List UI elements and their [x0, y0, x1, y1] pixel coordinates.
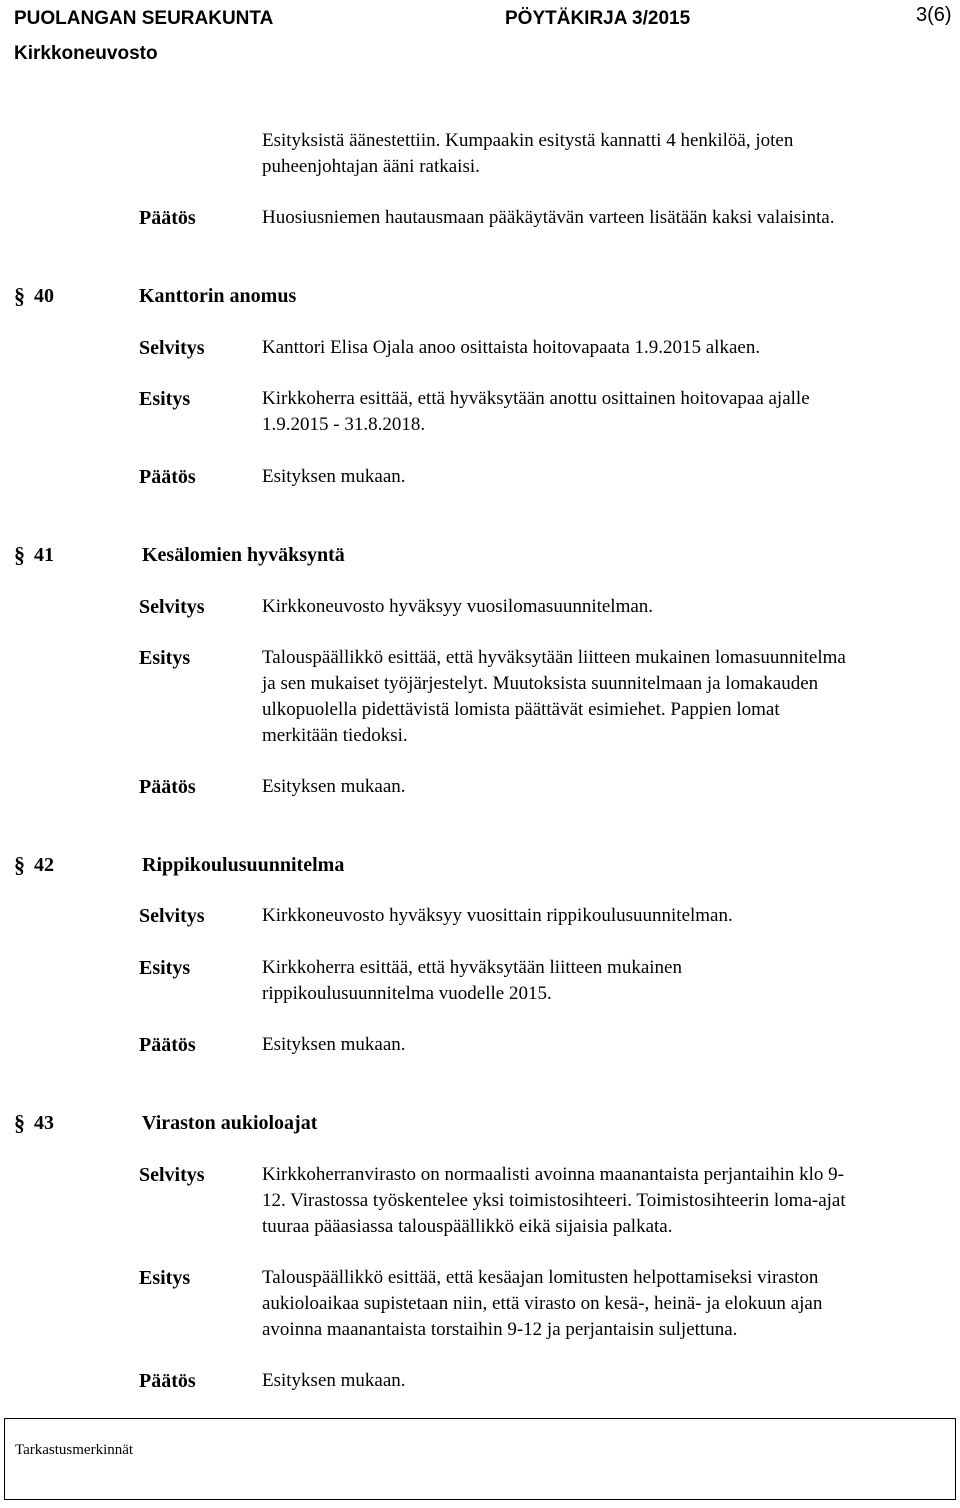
row-text: Kirkkoherranvirasto on normaalisti avoinna maanantaista perjantaihin klo 9- [262, 1164, 844, 1185]
decision-text: Huosiusniemen hautausmaan pääkäytävän varteen lisätään kaksi valaisinta. [262, 207, 835, 228]
section-sign: § [14, 1110, 25, 1135]
row-label: Esitys [139, 647, 191, 669]
row-text: Kirkkoneuvosto hyväksyy vuosilomasuunnitelman. [262, 596, 654, 617]
row-text: ulkopuolella pidettävistä lomista päättävät esimiehet. Pappien lomat [262, 699, 780, 720]
row-text: Esityksen mukaan. [262, 1034, 406, 1055]
row-text: Kanttori Elisa Ojala anoo osittaista hoitovapaata 1.9.2015 alkaen. [262, 337, 761, 358]
row-label: Selvitys [139, 905, 205, 927]
row-text: Kirkkoherra esittää, että hyväksytään anottu osittainen hoitovapaa ajalle [262, 388, 810, 409]
intro-line: puheenjohtajan ääni ratkaisi. [262, 156, 480, 177]
row-text: Esityksen mukaan. [262, 466, 406, 487]
item-number: 40 [34, 285, 54, 307]
decision-label: Päätös [139, 207, 196, 229]
section-sign: § [14, 283, 25, 308]
row-text: Kirkkoneuvosto hyväksyy vuosittain rippikoulusuunnitelman. [262, 905, 733, 926]
row-label: Selvitys [139, 337, 205, 359]
row-label: Esitys [139, 1267, 191, 1289]
item-title: Kanttorin anomus [139, 285, 297, 307]
item-number: 42 [34, 854, 54, 876]
section-sign: § [14, 852, 25, 877]
row-label: Päätös [139, 466, 196, 488]
row-text: avoinna maanantaista torstaihin 9-12 ja perjantaisin suljettuna. [262, 1319, 738, 1340]
row-text: tuuraa pääasiassa talouspäällikkö eikä sijaisia palkata. [262, 1216, 673, 1237]
row-text: ja sen mukaiset työjärjestelyt. Muutoksista suunnitelmaan ja lomakauden [262, 673, 819, 694]
row-label: Selvitys [139, 1164, 205, 1186]
row-label: Päätös [139, 1370, 196, 1392]
item-number: 41 [34, 544, 54, 566]
row-text: rippikoulusuunnitelma vuodelle 2015. [262, 983, 552, 1004]
row-label: Selvitys [139, 596, 205, 618]
row-label: Esitys [139, 957, 191, 979]
item-title: Kesälomien hyväksyntä [142, 544, 345, 566]
review-label: Tarkastusmerkinnät [15, 1442, 134, 1458]
row-text: Talouspäällikkö esittää, että kesäajan lomitusten helpottamiseksi viraston [262, 1267, 819, 1288]
row-text: 12. Virastossa työskentelee yksi toimistosihteeri. Toimistosihteerin loma-ajat [262, 1190, 846, 1211]
row-label: Päätös [139, 776, 196, 798]
row-label: Esitys [139, 388, 191, 410]
intro-line: Esityksistä äänestettiin. Kumpaakin esitystä kannatti 4 henkilöä, joten [262, 130, 794, 151]
document-title: PÖYTÄKIRJA 3/2015 [505, 8, 691, 29]
row-text: aukioloaikaa supistetaan niin, että virasto on kesä-, heinä- ja elokuun ajan [262, 1293, 823, 1314]
review-box [4, 1418, 956, 1500]
page-number: 3(6) [916, 4, 952, 26]
section-sign: § [14, 542, 25, 567]
item-title: Viraston aukioloajat [142, 1112, 318, 1134]
item-title: Rippikoulusuunnitelma [142, 854, 345, 876]
row-label: Päätös [139, 1034, 196, 1056]
row-text: Esityksen mukaan. [262, 776, 406, 797]
row-text: merkitään tiedoksi. [262, 725, 408, 746]
organization-name: PUOLANGAN SEURAKUNTA [14, 8, 274, 29]
row-text: Esityksen mukaan. [262, 1370, 406, 1391]
item-number: 43 [34, 1112, 54, 1134]
row-text: Talouspäällikkö esittää, että hyväksytään liitteen mukainen lomasuunnitelma [262, 647, 846, 668]
row-text: Kirkkoherra esittää, että hyväksytään liitteen mukainen [262, 957, 682, 978]
body-name: Kirkkoneuvosto [14, 43, 158, 64]
row-text: 1.9.2015 - 31.8.2018. [262, 414, 426, 435]
